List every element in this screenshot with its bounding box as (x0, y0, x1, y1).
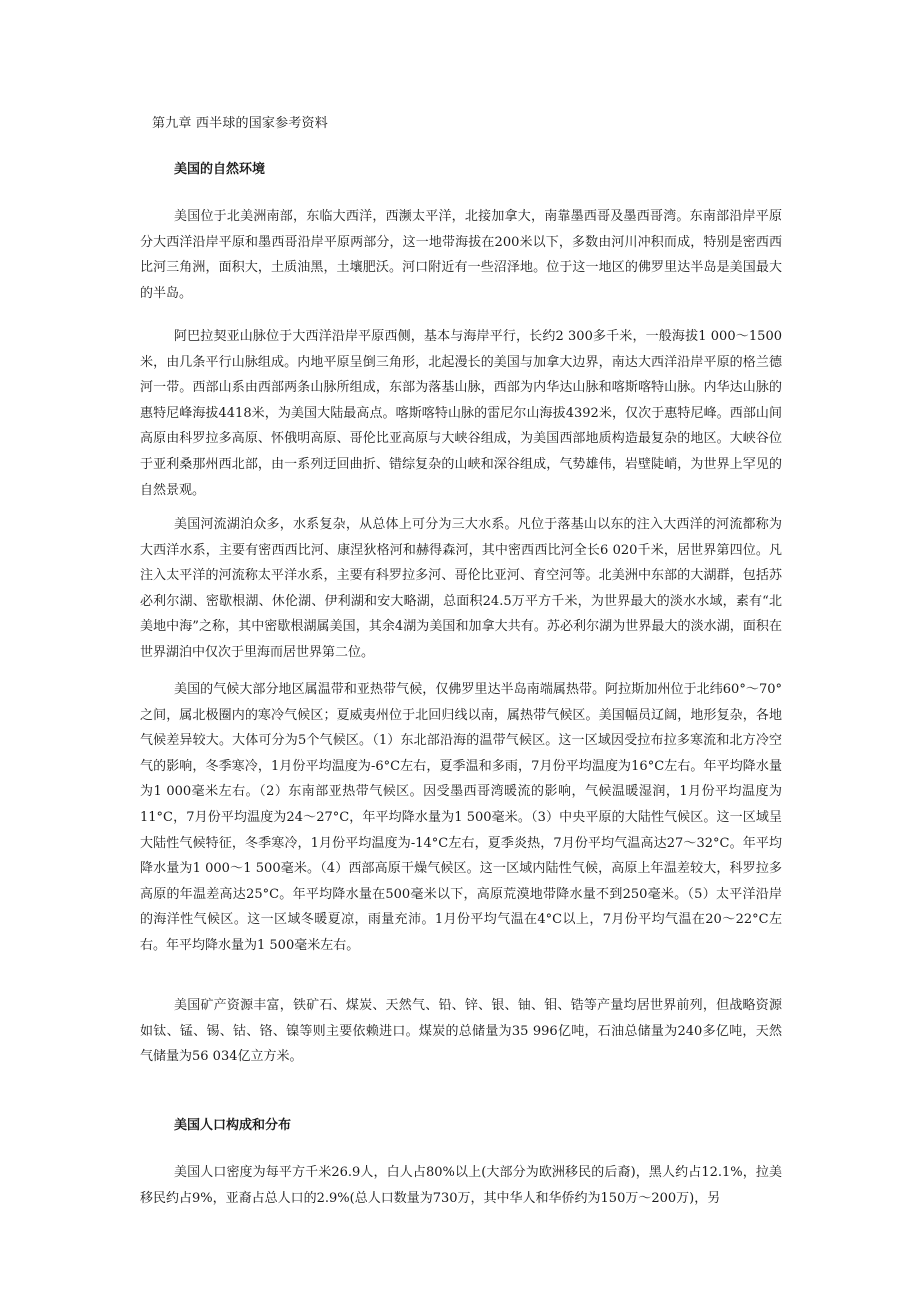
paragraph-climate: 美国的气候大部分地区属温带和亚热带气候，仅佛罗里达半岛南端属热带。阿拉斯加州位于北纬60°～70°之间，属北极圈内的寒冷气候区；夏威夷州位于北回归线以南，属热带气候区。美国幅员辽阔，地形复杂，各地气候差异较大。大体可分为5个气候区。（1）东北部沿海的温带气候区。这一区域因受拉布拉多寒流和北方冷空气的影响，冬季寒冷，1月份平均温度为-6°C左右，夏季温和多雨，7月份平均温度为16°C左右。年平均降水量为1 000毫米左右。（2）东南部亚热带气候区。因受墨西哥湾暖流的影响，气候温暖湿润，1月份平均温度为11°C，7月份平均温度为24～27°C，年平均降水量为1 500毫米。（3）中央平原的大陆性气候区。这一区域呈大陆性气候特征，冬季寒冷，1月份平均温度为-14°C左右，夏季炎热，7月份平均气温高达27～32°C。年平均降水量为1 000～1 500毫米。（4）西部高原干燥气候区。这一区域内陆性气候，高原上年温差较大，科罗拉多高原的年温差高达25°C。年平均降水量在500毫米以下，高原荒漠地带降水量不到250毫米。（5）太平洋沿岸的海洋性气候区。这一区域冬暖夏凉，雨量充沛。1月份平均气温在4°C以上，7月份平均气温在20～22°C左右。年平均降水量为1 500毫米左右。 (140, 682, 782, 953)
paragraph-mineral-resources: 美国矿产资源丰富，铁矿石、煤炭、天然气、铅、锌、银、铀、钼、锆等产量均居世界前列，但战略资源如钛、锰、锡、钴、铬、镍等则主要依赖进口。煤炭的总储量为35 996亿吨，石油总储量为240多亿吨，天然气储量为56 034亿立方米。 (140, 998, 782, 1065)
paragraph-rivers-lakes: 美国河流湖泊众多，水系复杂，从总体上可分为三大水系。凡位于落基山以东的注入大西洋的河流都称为大西洋水系，主要有密西西比河、康涅狄格河和赫得森河，其中密西西比河全长6 020千米，居世界第四位。凡注入太平洋的河流称太平洋水系，主要有科罗拉多河、哥伦比亚河、育空河等。北美洲中东部的大湖群，包括苏必利尔湖、密歇根湖、休伦湖、伊利湖和安大略湖，总面积24.5万平方千米，为世界最大的淡水水域，素有“北美地中海”之称，其中密歇根湖属美国，其余4湖为美国和加拿大共有。苏必利尔湖为世界最大的淡水湖，面积在世界湖泊中仅次于里海而居世界第二位。 (140, 517, 782, 660)
paragraph-mountains: 阿巴拉契亚山脉位于大西洋沿岸平原西侧，基本与海岸平行，长约2 300多千米，一般海拔1 000～1500米，由几条平行山脉组成。内地平原呈倒三角形，北起漫长的美国与加拿大边界，南达大西洋沿岸平原的格兰德河一带。西部山系由西部两条山脉所组成，东部为落基山脉，西部为内华达山脉和喀斯喀特山脉。内华达山脉的惠特尼峰海拔4418米，为美国大陆最高点。喀斯喀特山脉的雷尼尔山海拔4392米，仅次于惠特尼峰。西部山间高原由科罗拉多高原、怀俄明高原、哥伦比亚高原与大峡谷组成，为美国西部地质构造最复杂的地区。大峡谷位于亚利桑那州西北部，由一系列迂回曲折、错综复杂的山峡和深谷组成，气势雄伟，岩壁陡峭，为世界上罕见的自然景观。 (140, 329, 782, 498)
chapter-title: 第九章 西半球的国家参考资料 (152, 116, 328, 131)
section-heading-natural-environment: 美国的自然环境 (174, 162, 266, 177)
section-heading-population: 美国人口构成和分布 (174, 1118, 292, 1133)
paragraph-population: 美国人口密度为每平方千米26.9人，白人占80%以上(大部分为欧洲移民的后裔)，黑人约占12.1%，拉美移民约占9%，亚裔占总人口的2.9%(总人口数量为730万，其中华人和华侨约为150万～200万)，另 (140, 1165, 782, 1206)
paragraph-location-plains: 美国位于北美洲南部，东临大西洋，西濒太平洋，北接加拿大，南靠墨西哥及墨西哥湾。东南部沿岸平原分大西洋沿岸平原和墨西哥沿岸平原两部分，这一地带海拔在200米以下，多数由河川冲积而成，特别是密西西比河三角洲，面积大，土质油黑，土壤肥沃。河口附近有一些沼泽地。位于这一地区的佛罗里达半岛是美国最大的半岛。 (140, 209, 782, 301)
